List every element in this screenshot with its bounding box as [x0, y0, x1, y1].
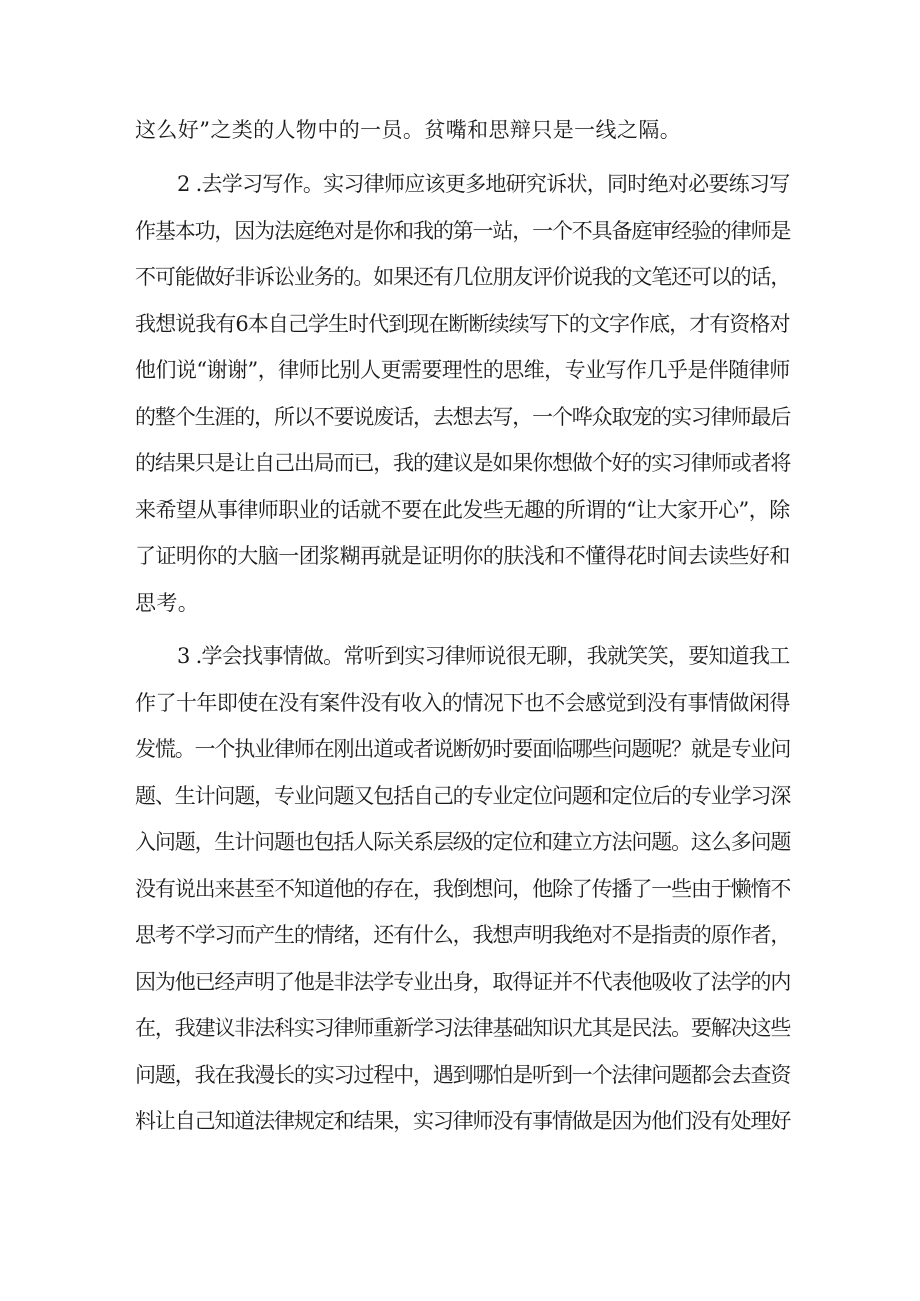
paragraph-line: 思考。: [135, 591, 200, 615]
paragraph-line: 因为他已经声明了他是非法学专业出身，取得证并不代表他吸收了法学的内: [135, 970, 791, 994]
paragraph-line: 2 .去学习写作。实习律师应该更多地研究诉状，同时绝对必要练习写: [177, 172, 790, 196]
paragraph-line: 来希望从事律师职业的话就不要在此发些无趣的所谓的“让大家开心”，除: [135, 498, 790, 522]
paragraph-line: 不可能做好非诉讼业务的。如果还有几位朋友评价说我的文笔还可以的话，: [135, 265, 791, 289]
paragraph-line: 的整个生涯的，所以不要说废话，去想去写，一个哗众取宠的实习律师最后: [135, 405, 791, 429]
paragraph-line: 发慌。一个执业律师在刚出道或者说断奶时要面临哪些问题呢？就是专业问: [135, 737, 791, 761]
paragraph-line: 的结果只是让自己出局而已，我的建议是如果你想做个好的实习律师或者将: [135, 451, 791, 475]
paragraph-line: 思考不学习而产生的情绪，还有什么，我想声明我绝对不是指责的原作者，: [135, 923, 791, 947]
paragraph-line: 这么好”之类的人物中的一员。贫嘴和思辩只是一线之隔。: [135, 118, 682, 142]
paragraph-line: 他们说“谢谢”，律师比别人更需要理性的思维，专业写作几乎是伴随律师: [135, 358, 790, 382]
paragraph-line: 3 .学会找事情做。常听到实习律师说很无聊，我就笑笑，要知道我工: [177, 644, 790, 668]
paragraph-line: 问题，我在我漫长的实习过程中，遇到哪怕是听到一个法律问题都会去查资: [135, 1063, 791, 1087]
paragraph-line: 没有说出来甚至不知道他的存在，我倒想问，他除了传播了一些由于懒惰不: [135, 877, 791, 901]
paragraph-line: 我想说我有6本自己学生时代到现在断断续续写下的文字作底，才有资格对: [135, 312, 790, 336]
paragraph-line: 入问题，生计问题也包括人际关系层级的定位和建立方法问题。这么多问题: [135, 830, 791, 854]
paragraph-line: 了证明你的大脑一团浆糊再就是证明你的肤浅和不懂得花时间去读些好和: [135, 544, 790, 568]
paragraph-line: 题、生计问题，专业问题又包括自己的专业定位问题和定位后的专业学习深: [135, 784, 791, 808]
paragraph-line: 在，我建议非法科实习律师重新学习法律基础知识尤其是民法。要解决这些: [135, 1016, 791, 1040]
paragraph-line: 料让自己知道法律规定和结果，实习律师没有事情做是因为他们没有处理好: [135, 1109, 791, 1133]
paragraph-line: 作了十年即使在没有案件没有收入的情况下也不会感觉到没有事情做闲得: [135, 691, 790, 715]
paragraph-line: 作基本功，因为法庭绝对是你和我的第一站，一个不具备庭审经验的律师是: [135, 219, 791, 243]
